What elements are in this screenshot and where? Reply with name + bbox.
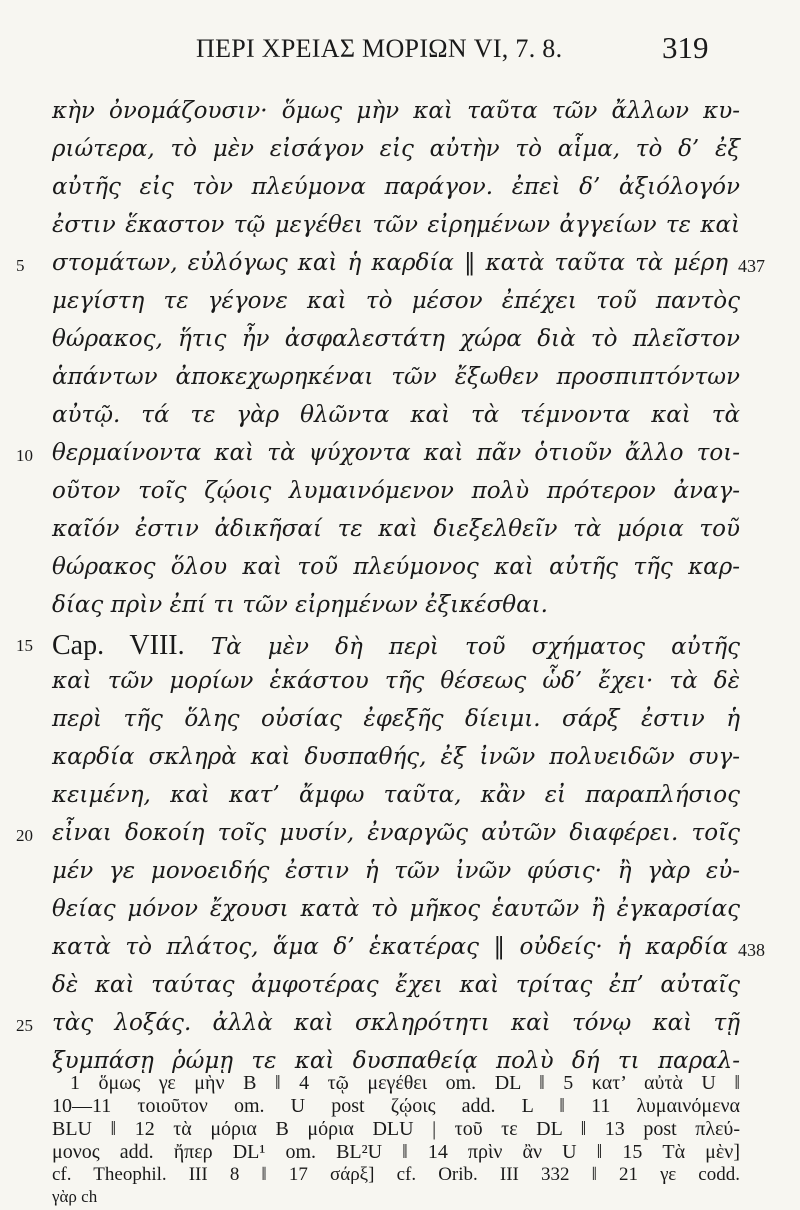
line-number: 10 xyxy=(16,446,33,465)
text-line: ἐστιν ἕκαστον τῷ μεγέθει τῶν εἰρημένων ἀγγείων τε καὶ xyxy=(52,212,740,238)
text-line: ξυμπάσῃ ῥώμῃ τε καὶ δυσπαθείᾳ πολὺ δή τι παραλ- xyxy=(52,1048,740,1074)
text-line: στομάτων, εὐλόγως καὶ ἡ καρδία ‖ κατὰ ταῦτα τὰ μέρη xyxy=(52,250,728,276)
chapter-line xyxy=(52,630,740,662)
text-line: δίας πρὶν ἐπί τι τῶν εἰρημένων ἐξικέσθαι. xyxy=(52,592,548,618)
running-title: ΠΕΡΙ ΧΡΕΙΑΣ ΜΟΡΙΩΝ VI, 7. 8. xyxy=(196,34,563,63)
footnote-line: γὰρ ch xyxy=(52,1187,98,1206)
margin-page-ref: 438 xyxy=(738,940,765,960)
page-number: 319 xyxy=(662,30,709,65)
text-line: καὶ τῶν μορίων ἑκάστου τῆς θέσεως ὧδ’ ἔχει· τὰ δὲ xyxy=(52,668,740,694)
text-line: τὰς λοξάς. ἀλλὰ καὶ σκληρότητι καὶ τόνῳ καὶ τῇ xyxy=(52,1010,740,1036)
text-line: θείας μόνον ἔχουσι κατὰ τὸ μῆκος ἑαυτῶν ἢ ἐγκαρσίας xyxy=(52,896,740,922)
text-line: θώρακος ὅλου καὶ τοῦ πλεύμονος καὶ αὐτῆς τῆς καρ- xyxy=(52,554,740,580)
text-line: δὲ καὶ ταύτας ἀμφοτέρας ἔχει καὶ τρίτας ἐπ’ αὐταῖς xyxy=(52,972,740,998)
text-line: κατὰ τὸ πλάτος, ἅμα δ’ ἑκατέρας ‖ οὐδείς· ἡ καρδία xyxy=(52,934,728,960)
text-line: κὴν ὀνομάζουσιν· ὅμως μὴν καὶ ταῦτα τῶν ἄλλων κυ- xyxy=(52,98,740,124)
text-line: εἶναι δοκοίη τοῖς μυσίν, ἐναργῶς αὐτῶν διαφέρει. τοῖς xyxy=(52,820,740,846)
text-line: μεγίστη τε γέγονε καὶ τὸ μέσον ἐπέχει τοῦ παντὸς xyxy=(52,288,740,314)
text-line: ριώτερα, τὸ μὲν εἰσάγον εἰς αὐτὴν τὸ αἷμα, τὸ δ’ ἐξ xyxy=(52,136,740,162)
text-line: ἁπάντων ἀποκεχωρηκέναι τῶν ἔξωθεν προσπιπτόντων xyxy=(52,364,740,390)
text-line: καρδία σκληρὰ καὶ δυσπαθής, ἐξ ἰνῶν πολυειδῶν συγ- xyxy=(52,744,740,770)
line-number: 15 xyxy=(16,636,33,655)
line-number: 25 xyxy=(16,1016,33,1035)
text-line: θώρακος, ἥτις ἦν ἀσφαλεστάτη χώρα διὰ τὸ πλεῖστον xyxy=(52,326,740,352)
text-line: αὐτῷ. τά τε γὰρ θλῶντα καὶ τὰ τέμνοντα καὶ τὰ xyxy=(52,402,740,428)
chapter-heading: Cap. VIII. xyxy=(52,630,185,661)
footnote-line: cf. Theophil. III 8 ‖ 17 σάρξ] cf. Orib. III 332 ‖ 21 γε codd. xyxy=(52,1164,740,1185)
text-line: θερμαίνοντα καὶ τὰ ψύχοντα καὶ πᾶν ὁτιοῦν ἄλλο τοι- xyxy=(52,440,740,466)
margin-page-ref: 437 xyxy=(738,256,765,276)
line-number: 5 xyxy=(16,256,25,275)
text-line: καῖόν ἐστιν ἀδικῆσαί τε καὶ διεξελθεῖν τὰ μόρια τοῦ xyxy=(52,516,740,542)
text-line: κειμένη, καὶ κατ’ ἄμφω ταῦτα, κἂν εἰ παραπλήσιος xyxy=(52,782,740,808)
footnote-line: BLU ‖ 12 τὰ μόρια B μόρια DLU | τοῦ τε DL ‖ 13 post πλεύ- xyxy=(52,1118,740,1140)
footnote-line: 1 ὅμως γε μὴν B ‖ 4 τῷ μεγέθει om. DL ‖ 5 κατ’ αὐτὰ U ‖ xyxy=(70,1072,740,1094)
text-line: οῦτον τοῖς ζῴοις λυμαινόμενον πολὺ πρότερον ἀναγ- xyxy=(52,478,740,504)
footnote-line: μονος add. ἤπερ DL¹ om. BL²U ‖ 14 πρὶν ἂν U ‖ 15 Τὰ μὲν] xyxy=(52,1141,740,1163)
line-number: 20 xyxy=(16,826,33,845)
text-line: μέν γε μονοειδής ἐστιν ἡ τῶν ἰνῶν φύσις· ἢ γὰρ εὐ- xyxy=(52,858,740,884)
text-line: περὶ τῆς ὅλης οὐσίας ἐφεξῆς δίειμι. σάρξ ἐστιν ἡ xyxy=(52,706,740,732)
footnote-line: 10—11 τοιοῦτον om. U post ζῴοις add. L ‖ 11 λυμαινόμενα xyxy=(52,1095,740,1117)
text-line: αὐτῆς εἰς τὸν πλεύμονα παράγον. ἐπεὶ δ’ ἀξιόλογόν xyxy=(52,174,740,200)
text-line: Τὰ μὲν δὴ περὶ τοῦ σχήματος αὐτῆς xyxy=(210,634,741,660)
